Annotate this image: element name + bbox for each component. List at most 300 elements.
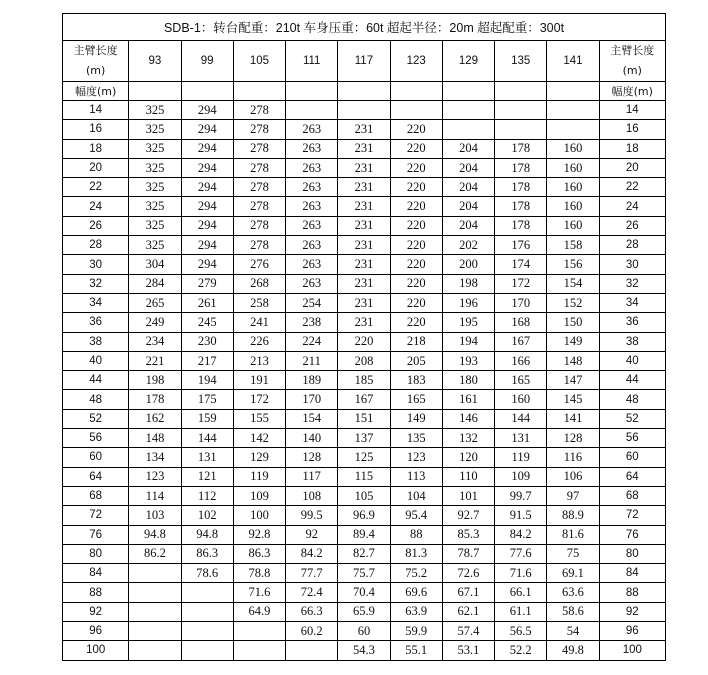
capacity-cell: 166	[495, 351, 547, 370]
capacity-cell: 294	[181, 158, 233, 177]
capacity-cell: 245	[181, 313, 233, 332]
capacity-cell: 120	[442, 448, 494, 467]
capacity-cell: 278	[233, 197, 285, 216]
capacity-cell	[547, 101, 599, 120]
capacity-cell: 53.1	[442, 641, 494, 660]
boom-length-header-right	[599, 41, 665, 82]
capacity-cell: 294	[181, 120, 233, 139]
capacity-cell: 114	[129, 486, 181, 505]
table-row	[63, 429, 666, 448]
capacity-cell: 81.3	[390, 544, 442, 563]
capacity-cell: 96.9	[338, 506, 390, 525]
capacity-cell: 104	[390, 486, 442, 505]
empty-cell	[129, 82, 181, 101]
capacity-cell: 278	[233, 178, 285, 197]
capacity-cell: 198	[442, 274, 494, 293]
capacity-cell: 140	[286, 429, 338, 448]
capacity-cell: 294	[181, 236, 233, 255]
capacity-cell: 231	[338, 236, 390, 255]
capacity-cell: 57.4	[442, 622, 494, 641]
capacity-cell: 125	[338, 448, 390, 467]
capacity-cell: 88.9	[547, 506, 599, 525]
capacity-cell: 110	[442, 467, 494, 486]
capacity-cell: 294	[181, 255, 233, 274]
capacity-cell: 204	[442, 178, 494, 197]
capacity-cell: 64.9	[233, 602, 285, 621]
capacity-cell: 123	[129, 467, 181, 486]
capacity-cell	[129, 583, 181, 602]
capacity-cell: 86.2	[129, 544, 181, 563]
capacity-cell: 160	[547, 197, 599, 216]
capacity-cell: 70.4	[338, 583, 390, 602]
capacity-cell	[181, 583, 233, 602]
radius-cell-left: 40	[63, 351, 129, 370]
capacity-cell: 204	[442, 158, 494, 177]
capacity-cell: 263	[286, 139, 338, 158]
boom-length-cell: 141	[547, 41, 599, 82]
capacity-cell: 52.2	[495, 641, 547, 660]
radius-cell-left: 48	[63, 390, 129, 409]
radius-cell-left: 56	[63, 429, 129, 448]
capacity-cell: 220	[390, 255, 442, 274]
capacity-cell: 213	[233, 351, 285, 370]
capacity-cell: 175	[181, 390, 233, 409]
capacity-cell: 263	[286, 255, 338, 274]
capacity-cell	[495, 120, 547, 139]
capacity-cell: 208	[338, 351, 390, 370]
table-row	[63, 583, 666, 602]
capacity-cell: 137	[338, 429, 390, 448]
boom-length-unit: (m)	[86, 64, 106, 77]
table-row	[63, 101, 666, 120]
capacity-cell: 144	[495, 409, 547, 428]
radius-cell-left: 22	[63, 178, 129, 197]
boom-length-cell: 105	[233, 41, 285, 82]
radius-cell-right: 68	[599, 486, 665, 505]
capacity-cell: 178	[495, 216, 547, 235]
table-row	[63, 448, 666, 467]
capacity-cell: 220	[390, 120, 442, 139]
radius-cell-left: 18	[63, 139, 129, 158]
capacity-cell: 128	[547, 429, 599, 448]
capacity-cell: 158	[547, 236, 599, 255]
table-row	[63, 602, 666, 621]
capacity-cell: 178	[495, 178, 547, 197]
capacity-cell: 78.6	[181, 564, 233, 583]
capacity-cell: 191	[233, 371, 285, 390]
capacity-cell: 220	[390, 274, 442, 293]
capacity-cell: 178	[495, 158, 547, 177]
capacity-cell: 54	[547, 622, 599, 641]
capacity-cell: 149	[547, 332, 599, 351]
capacity-cell	[547, 120, 599, 139]
capacity-cell: 183	[390, 371, 442, 390]
capacity-cell: 109	[233, 486, 285, 505]
table-row	[63, 351, 666, 370]
table-row	[63, 158, 666, 177]
radius-cell-right: 14	[599, 101, 665, 120]
capacity-cell: 131	[181, 448, 233, 467]
capacity-cell: 220	[390, 178, 442, 197]
capacity-cell: 279	[181, 274, 233, 293]
capacity-cell: 325	[129, 216, 181, 235]
capacity-cell: 294	[181, 101, 233, 120]
capacity-cell: 231	[338, 197, 390, 216]
capacity-cell	[233, 622, 285, 641]
radius-cell-right: 76	[599, 525, 665, 544]
radius-cell-left: 92	[63, 602, 129, 621]
capacity-cell	[233, 641, 285, 660]
capacity-cell: 278	[233, 120, 285, 139]
capacity-cell: 66.1	[495, 583, 547, 602]
capacity-cell: 234	[129, 332, 181, 351]
capacity-cell: 144	[181, 429, 233, 448]
capacity-cell: 84.2	[286, 544, 338, 563]
capacity-cell: 263	[286, 236, 338, 255]
capacity-cell: 86.3	[181, 544, 233, 563]
capacity-cell: 65.9	[338, 602, 390, 621]
capacity-cell: 128	[286, 448, 338, 467]
boom-length-cell: 123	[390, 41, 442, 82]
capacity-cell: 220	[390, 293, 442, 312]
radius-cell-right: 30	[599, 255, 665, 274]
capacity-cell: 172	[233, 390, 285, 409]
capacity-cell: 116	[547, 448, 599, 467]
capacity-cell: 88	[390, 525, 442, 544]
radius-cell-left: 88	[63, 583, 129, 602]
capacity-cell: 195	[442, 313, 494, 332]
capacity-cell: 263	[286, 120, 338, 139]
capacity-cell	[286, 101, 338, 120]
capacity-cell: 94.8	[181, 525, 233, 544]
radius-cell-right: 38	[599, 332, 665, 351]
capacity-cell: 325	[129, 139, 181, 158]
capacity-cell: 294	[181, 216, 233, 235]
capacity-cell: 325	[129, 178, 181, 197]
capacity-cell	[129, 641, 181, 660]
capacity-cell: 165	[390, 390, 442, 409]
table-row	[63, 120, 666, 139]
capacity-cell: 231	[338, 293, 390, 312]
radius-cell-left: 34	[63, 293, 129, 312]
radius-cell-right: 72	[599, 506, 665, 525]
capacity-cell: 167	[338, 390, 390, 409]
table-row	[63, 139, 666, 158]
boom-length-cell: 129	[442, 41, 494, 82]
capacity-cell: 60	[338, 622, 390, 641]
empty-cell	[181, 82, 233, 101]
boom-length-label: 主臂长度	[610, 44, 655, 57]
capacity-cell: 117	[286, 467, 338, 486]
boom-length-header-left	[63, 41, 129, 82]
capacity-cell: 58.6	[547, 602, 599, 621]
radius-cell-left: 84	[63, 564, 129, 583]
capacity-cell: 113	[390, 467, 442, 486]
capacity-cell: 160	[547, 139, 599, 158]
capacity-cell	[181, 602, 233, 621]
capacity-cell: 189	[286, 371, 338, 390]
radius-cell-right: 22	[599, 178, 665, 197]
capacity-cell: 231	[338, 139, 390, 158]
capacity-cell: 106	[547, 467, 599, 486]
capacity-cell	[442, 120, 494, 139]
capacity-cell: 95.4	[390, 506, 442, 525]
radius-cell-right: 20	[599, 158, 665, 177]
capacity-cell: 263	[286, 197, 338, 216]
capacity-cell: 160	[547, 216, 599, 235]
capacity-cell: 205	[390, 351, 442, 370]
capacity-cell: 294	[181, 197, 233, 216]
radius-cell-left: 100	[63, 641, 129, 660]
capacity-cell: 160	[547, 158, 599, 177]
radius-cell-left: 44	[63, 371, 129, 390]
radius-cell-right: 60	[599, 448, 665, 467]
table-row	[63, 486, 666, 505]
capacity-cell: 278	[233, 216, 285, 235]
capacity-cell: 178	[495, 139, 547, 158]
capacity-cell: 294	[181, 139, 233, 158]
capacity-cell: 231	[338, 313, 390, 332]
capacity-cell: 170	[495, 293, 547, 312]
capacity-cell: 148	[129, 429, 181, 448]
capacity-cell: 149	[390, 409, 442, 428]
capacity-cell: 276	[233, 255, 285, 274]
capacity-cell: 261	[181, 293, 233, 312]
capacity-cell: 75.2	[390, 564, 442, 583]
capacity-cell: 160	[547, 178, 599, 197]
table-row	[63, 313, 666, 332]
radius-cell-left: 80	[63, 544, 129, 563]
capacity-cell: 170	[286, 390, 338, 409]
capacity-cell: 218	[390, 332, 442, 351]
capacity-cell: 146	[442, 409, 494, 428]
radius-cell-left: 16	[63, 120, 129, 139]
capacity-cell	[129, 622, 181, 641]
capacity-cell: 156	[547, 255, 599, 274]
capacity-cell: 134	[129, 448, 181, 467]
table-row	[63, 390, 666, 409]
capacity-cell: 89.4	[338, 525, 390, 544]
capacity-cell: 94.8	[129, 525, 181, 544]
capacity-cell: 155	[233, 409, 285, 428]
capacity-cell: 265	[129, 293, 181, 312]
load-chart-table	[62, 13, 666, 661]
capacity-cell: 304	[129, 255, 181, 274]
capacity-cell: 77.6	[495, 544, 547, 563]
capacity-cell: 105	[338, 486, 390, 505]
table-row	[63, 564, 666, 583]
empty-cell	[338, 82, 390, 101]
radius-cell-left: 68	[63, 486, 129, 505]
capacity-cell: 154	[286, 409, 338, 428]
capacity-cell: 92.8	[233, 525, 285, 544]
capacity-cell: 162	[129, 409, 181, 428]
capacity-cell: 91.5	[495, 506, 547, 525]
capacity-cell: 294	[181, 178, 233, 197]
capacity-cell: 165	[495, 371, 547, 390]
capacity-cell: 72.4	[286, 583, 338, 602]
capacity-cell: 161	[442, 390, 494, 409]
capacity-cell: 72.6	[442, 564, 494, 583]
capacity-cell: 100	[233, 506, 285, 525]
capacity-cell: 132	[442, 429, 494, 448]
capacity-cell: 168	[495, 313, 547, 332]
table-row	[63, 197, 666, 216]
capacity-cell: 231	[338, 178, 390, 197]
capacity-cell: 263	[286, 158, 338, 177]
capacity-cell: 220	[390, 158, 442, 177]
capacity-cell: 56.5	[495, 622, 547, 641]
capacity-cell	[338, 101, 390, 120]
empty-cell	[233, 82, 285, 101]
capacity-cell: 325	[129, 236, 181, 255]
empty-cell	[390, 82, 442, 101]
capacity-cell: 109	[495, 467, 547, 486]
capacity-cell: 241	[233, 313, 285, 332]
capacity-cell: 59.9	[390, 622, 442, 641]
table-row	[63, 467, 666, 486]
radius-cell-right: 34	[599, 293, 665, 312]
radius-cell-left: 64	[63, 467, 129, 486]
capacity-cell: 325	[129, 158, 181, 177]
capacity-cell: 176	[495, 236, 547, 255]
capacity-cell: 159	[181, 409, 233, 428]
boom-length-unit: (m)	[622, 64, 642, 77]
capacity-cell: 152	[547, 293, 599, 312]
boom-length-cell: 117	[338, 41, 390, 82]
capacity-cell: 84.2	[495, 525, 547, 544]
capacity-cell: 82.7	[338, 544, 390, 563]
capacity-cell	[181, 641, 233, 660]
capacity-cell: 231	[338, 158, 390, 177]
table-row	[63, 293, 666, 312]
boom-length-cell: 93	[129, 41, 181, 82]
radius-cell-right: 36	[599, 313, 665, 332]
capacity-cell: 204	[442, 139, 494, 158]
radius-cell-left: 36	[63, 313, 129, 332]
capacity-cell	[495, 101, 547, 120]
capacity-cell: 231	[338, 255, 390, 274]
radius-cell-left: 52	[63, 409, 129, 428]
radius-cell-right: 100	[599, 641, 665, 660]
capacity-cell: 202	[442, 236, 494, 255]
capacity-cell: 85.3	[442, 525, 494, 544]
capacity-cell: 135	[390, 429, 442, 448]
capacity-cell: 61.1	[495, 602, 547, 621]
table-row	[63, 274, 666, 293]
radius-cell-right: 48	[599, 390, 665, 409]
capacity-cell: 115	[338, 467, 390, 486]
boom-length-label: 主臂长度	[73, 44, 118, 57]
table-row	[63, 178, 666, 197]
capacity-cell: 54.3	[338, 641, 390, 660]
capacity-cell: 49.8	[547, 641, 599, 660]
capacity-cell: 220	[390, 197, 442, 216]
capacity-cell: 71.6	[495, 564, 547, 583]
radius-cell-left: 38	[63, 332, 129, 351]
radius-header-left: 幅度(m)	[63, 82, 129, 101]
radius-cell-right: 40	[599, 351, 665, 370]
capacity-cell: 60.2	[286, 622, 338, 641]
radius-cell-left: 96	[63, 622, 129, 641]
capacity-cell: 108	[286, 486, 338, 505]
radius-cell-left: 32	[63, 274, 129, 293]
capacity-cell: 142	[233, 429, 285, 448]
capacity-cell: 220	[390, 313, 442, 332]
capacity-cell: 77.7	[286, 564, 338, 583]
capacity-cell: 145	[547, 390, 599, 409]
capacity-cell: 226	[233, 332, 285, 351]
capacity-cell: 92.7	[442, 506, 494, 525]
radius-cell-left: 14	[63, 101, 129, 120]
capacity-cell: 196	[442, 293, 494, 312]
capacity-cell: 81.6	[547, 525, 599, 544]
radius-cell-right: 96	[599, 622, 665, 641]
capacity-cell: 69.1	[547, 564, 599, 583]
capacity-cell: 69.6	[390, 583, 442, 602]
capacity-cell: 66.3	[286, 602, 338, 621]
empty-cell	[442, 82, 494, 101]
capacity-cell: 112	[181, 486, 233, 505]
capacity-cell: 180	[442, 371, 494, 390]
capacity-cell: 258	[233, 293, 285, 312]
capacity-cell: 121	[181, 467, 233, 486]
empty-cell	[286, 82, 338, 101]
capacity-cell: 221	[129, 351, 181, 370]
radius-cell-left: 20	[63, 158, 129, 177]
radius-cell-left: 60	[63, 448, 129, 467]
radius-cell-left: 76	[63, 525, 129, 544]
capacity-cell	[181, 622, 233, 641]
capacity-cell: 86.3	[233, 544, 285, 563]
capacity-cell: 268	[233, 274, 285, 293]
table-row	[63, 525, 666, 544]
capacity-cell: 92	[286, 525, 338, 544]
radius-cell-right: 88	[599, 583, 665, 602]
boom-length-cell: 111	[286, 41, 338, 82]
capacity-cell: 230	[181, 332, 233, 351]
capacity-cell: 204	[442, 216, 494, 235]
capacity-cell: 194	[181, 371, 233, 390]
capacity-cell: 160	[495, 390, 547, 409]
radius-cell-right: 56	[599, 429, 665, 448]
empty-cell	[547, 82, 599, 101]
capacity-cell: 278	[233, 158, 285, 177]
capacity-cell: 278	[233, 139, 285, 158]
capacity-cell: 254	[286, 293, 338, 312]
capacity-cell: 62.1	[442, 602, 494, 621]
radius-cell-left: 28	[63, 236, 129, 255]
capacity-cell: 204	[442, 197, 494, 216]
capacity-cell: 147	[547, 371, 599, 390]
radius-cell-right: 92	[599, 602, 665, 621]
radius-cell-right: 24	[599, 197, 665, 216]
radius-cell-left: 30	[63, 255, 129, 274]
capacity-cell: 220	[390, 236, 442, 255]
table-row	[63, 409, 666, 428]
capacity-cell: 220	[338, 332, 390, 351]
capacity-cell: 325	[129, 197, 181, 216]
capacity-cell	[442, 101, 494, 120]
capacity-cell: 178	[495, 197, 547, 216]
table-row	[63, 544, 666, 563]
capacity-cell: 119	[233, 467, 285, 486]
capacity-cell: 200	[442, 255, 494, 274]
radius-cell-right: 16	[599, 120, 665, 139]
capacity-cell	[129, 564, 181, 583]
capacity-cell: 154	[547, 274, 599, 293]
radius-cell-right: 28	[599, 236, 665, 255]
